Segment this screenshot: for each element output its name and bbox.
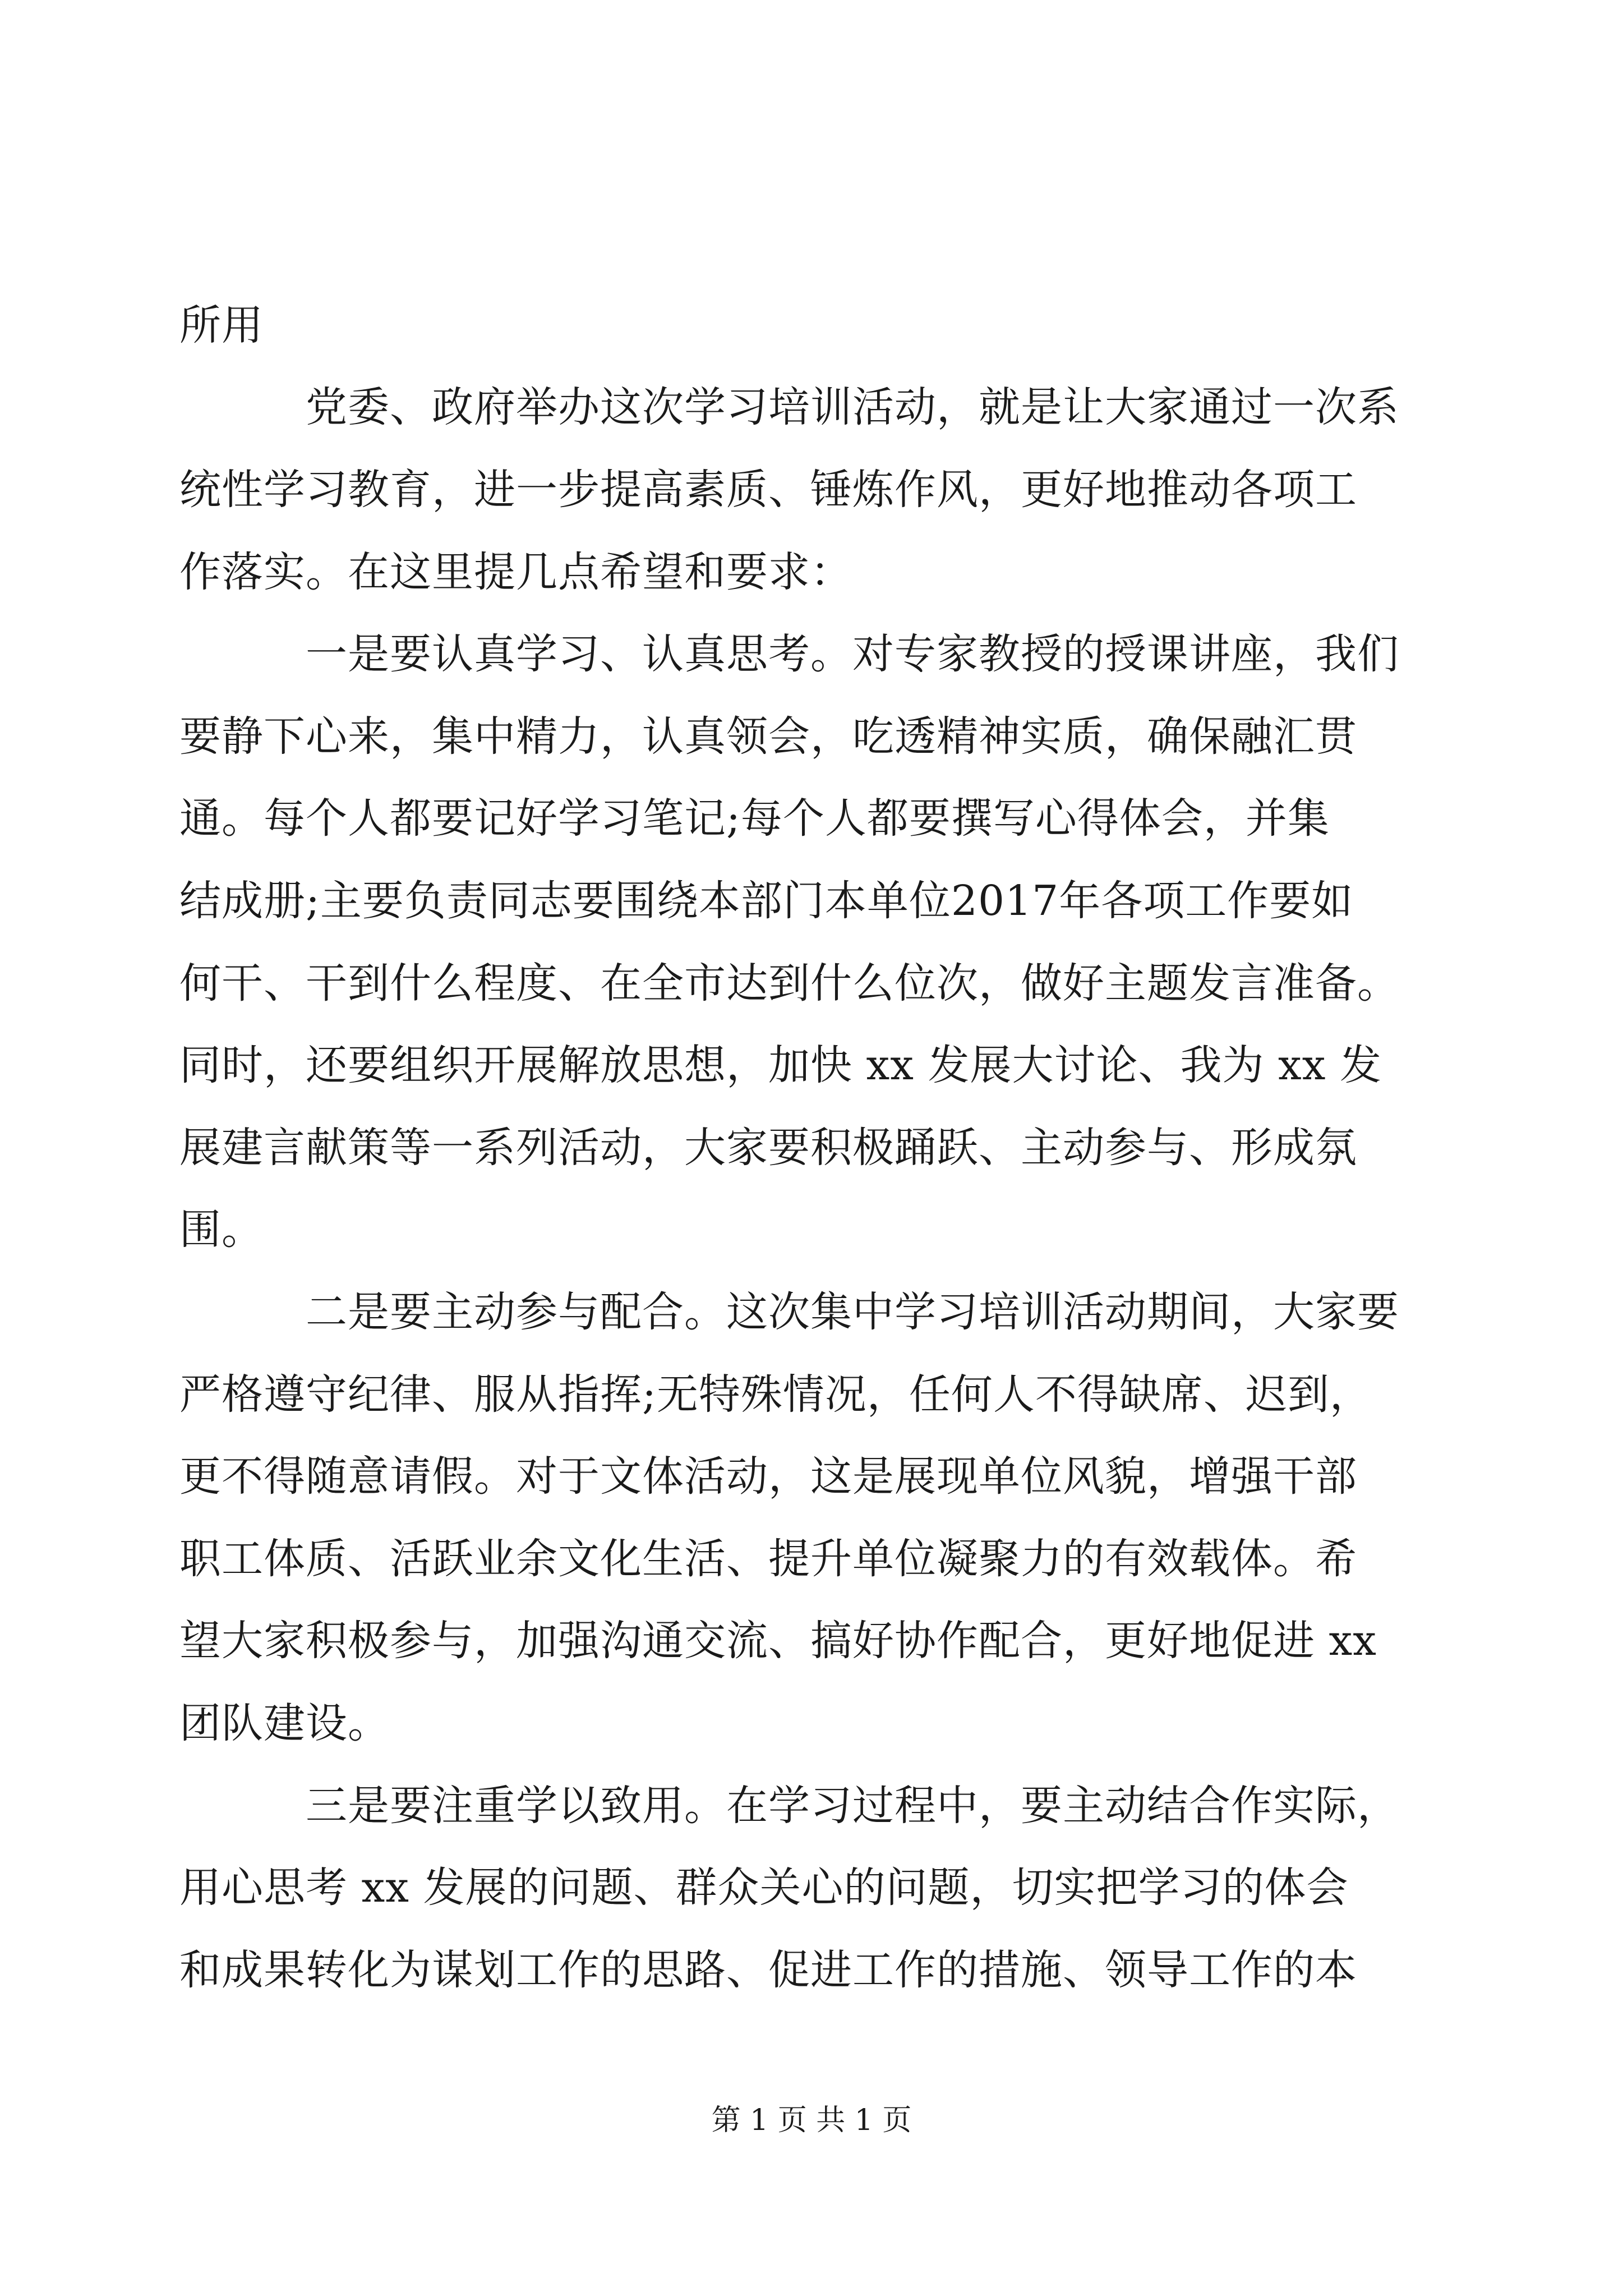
text-line: 围。 <box>179 1205 264 1254</box>
text-line: 严格遵守纪律、服从指挥;无特殊情况，任何人不得缺席、迟到， <box>179 1370 1372 1419</box>
text-line: 职工体质、活跃业余文化生活、提升单位凝聚力的有效载体。希 <box>179 1535 1357 1583</box>
text-line: 二是要主动参与配合。这次集中学习培训活动期间，大家要 <box>306 1288 1399 1336</box>
text-line: 望大家积极参与，加强沟通交流、搞好协作配合，更好地促进 xx <box>179 1617 1377 1665</box>
page-number-footer: 第 1 页 共 1 页 <box>711 2104 912 2137</box>
text-line: 作落实。在这里提几点希望和要求： <box>179 548 852 596</box>
text-line: 同时，还要组织开展解放思想，加快 xx 发展大讨论、我为 xx 发 <box>179 1041 1382 1089</box>
text-line: 用心思考 xx 发展的问题、群众关心的问题，切实把学习的体会 <box>179 1864 1349 1912</box>
text-line: 三是要注重学以致用。在学习过程中，要主动结合作实际， <box>306 1782 1399 1830</box>
text-line: 和成果转化为谋划工作的思路、促进工作的措施、领导工作的本 <box>179 1946 1357 1994</box>
text-line: 结成册;主要负责同志要围绕本部门本单位2017年各项工作要如 <box>179 877 1354 925</box>
text-line: 党委、政府举办这次学习培训活动，就是让大家通过一次系 <box>306 383 1399 431</box>
text-line: 所用 <box>179 301 264 349</box>
text-line: 要静下心来，集中精力，认真领会，吃透精神实质，确保融汇贯 <box>179 712 1357 761</box>
text-line: 一是要认真学习、认真思考。对专家教授的授课讲座，我们 <box>306 630 1399 678</box>
text-line: 何干、干到什么程度、在全市达到什么位次，做好主题发言准备。 <box>179 959 1399 1007</box>
text-line: 统性学习教育，进一步提高素质、锤炼作风，更好地推动各项工 <box>179 466 1357 514</box>
text-line: 通。每个人都要记好学习笔记;每个人都要撰写心得体会，并集 <box>179 794 1330 843</box>
text-line: 团队建设。 <box>179 1699 390 1747</box>
text-line: 展建言献策等一系列活动，大家要积极踊跃、主动参与、形成氛 <box>179 1124 1357 1172</box>
text-line: 更不得随意请假。对于文体活动，这是展现单位风貌，增强干部 <box>179 1452 1357 1501</box>
